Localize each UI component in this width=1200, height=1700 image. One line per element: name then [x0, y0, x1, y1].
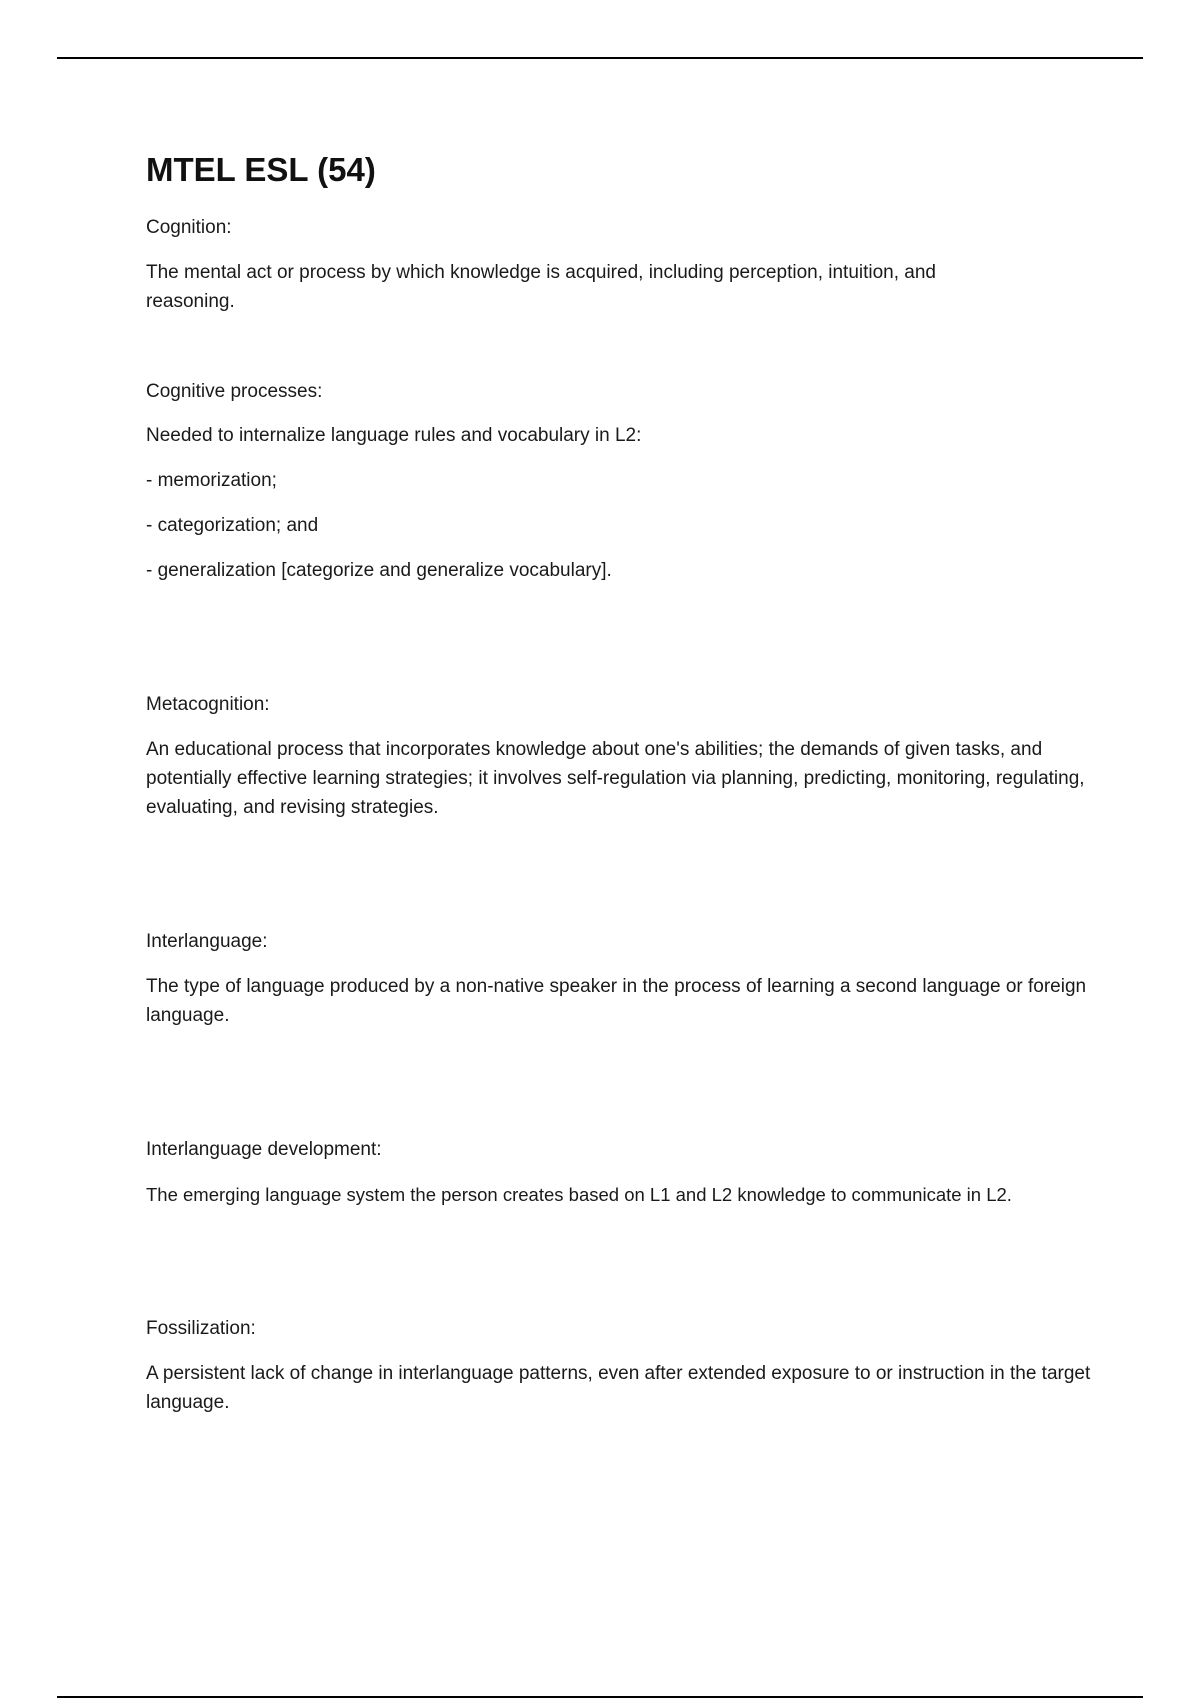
term-label: Fossilization: — [146, 1318, 256, 1339]
term-definition: The mental act or process by which knowledge is acquired, including perception, intuition, and reasoning. — [146, 262, 937, 312]
document-body — [146, 150, 1106, 1417]
term-label: Interlanguage: — [146, 931, 268, 952]
list-item: - memorization; — [146, 470, 277, 491]
term-label: Cognition: — [146, 217, 232, 238]
term-label: Metacognition: — [146, 694, 270, 715]
entry-interlanguage — [146, 928, 1106, 1030]
term-definition: The type of language produced by a non-native speaker in the process of learning a second language or foreign language. — [146, 976, 1087, 1026]
bottom-divider — [57, 1696, 1143, 1698]
term-definition: A persistent lack of change in interlanguage patterns, even after extended exposure to or instruction in the target language. — [146, 1363, 1091, 1413]
term-definition: An educational process that incorporates knowledge about one's abilities; the demands of given tasks, and potentially effective learning strategies; it involves self-regulation via planning, predicting, monitoring, regulating, evaluating, and revising strategies. — [146, 739, 1085, 818]
entry-metacognition — [146, 691, 1106, 822]
top-divider — [57, 57, 1143, 59]
entry-fossilization — [146, 1315, 1106, 1417]
list-item: - categorization; and — [146, 515, 319, 536]
entry-interlanguage-development — [146, 1136, 1106, 1209]
term-label: Cognitive processes: — [146, 381, 323, 402]
page-title: MTEL ESL (54) — [146, 151, 376, 188]
list-item: - generalization [categorize and generalize vocabulary]. — [146, 560, 612, 581]
definition-line: Needed to internalize language rules and vocabulary in L2: — [146, 425, 642, 446]
term-label: Interlanguage development: — [146, 1139, 382, 1160]
entry-cognition — [146, 214, 1106, 316]
entry-cognitive-processes — [146, 378, 1106, 585]
term-definition: The emerging language system the person creates based on L1 and L2 knowledge to communicate in L2. — [146, 1184, 1012, 1205]
